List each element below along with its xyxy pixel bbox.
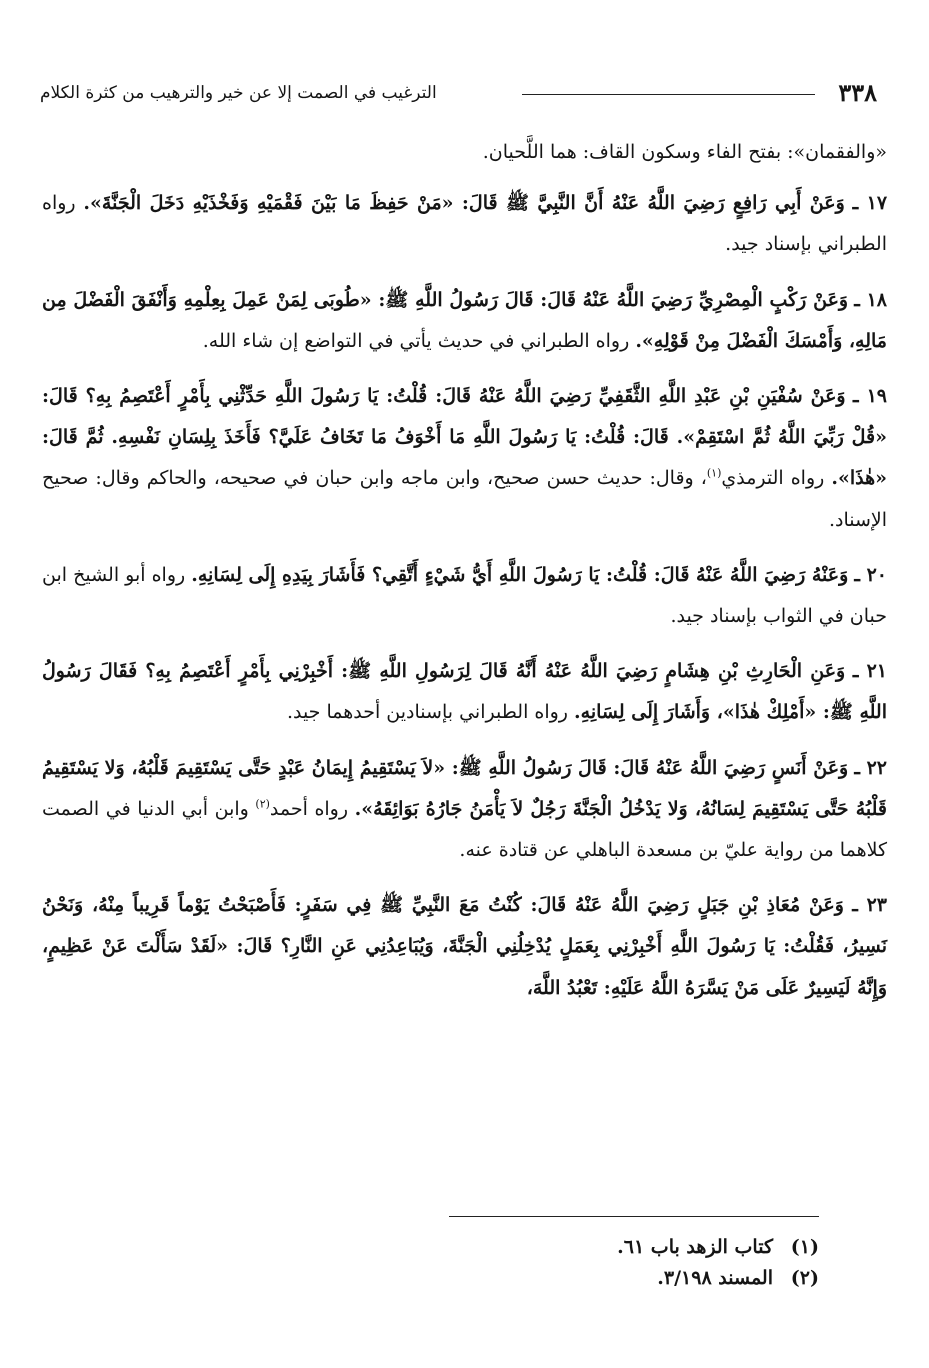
footnote-2 — [110, 1263, 819, 1294]
hadith-text: وَعَنْ مُعَاذِ بْنِ جَبَلٍ رَضِيَ اللَّهُ عَنْهُ قَالَ: كُنْتُ مَعَ النَّبِيِّ ﷺ فِي سَفَرٍ: فَأَصْبَحْتُ يَوْماً قَرِيباً مِنْهُ، وَنَحْنُ نَسِيرُ، فَقُلْتُ: يَا رَسُولَ اللَّهِ أَخْبِرْنِي بِعَمَلٍ يُدْخِلُنِي الْجَنَّةَ، وَيُبَاعِدُنِي عَنِ النَّارِ؟ قَالَ: «لَقَدْ سَأَلْتَ عَنْ عَظِيمٍ، وَإِنَّهُ لَيَسِيرٌ عَلَى مَنْ يَسَّرَهُ اللَّهُ عَلَيْهِ: تَعْبُدُ اللَّهَ، — [42, 894, 887, 999]
hadith-number: ٢١ ـ — [852, 660, 888, 683]
hadith-19 — [42, 376, 887, 541]
page-number: ٣٣٨ — [838, 78, 877, 107]
gloss-text: «والفقمان»: بفتح الفاء وسكون القاف: هما اللَّحيان. — [482, 141, 887, 163]
hadith-text: وَعَنْ أَبِي رَافِعٍ رَضِيَ اللَّهُ عَنْهُ أَنَّ النَّبِيَّ ﷺ قَالَ: «مَنْ حَفِظَ مَا بَيْنَ فَقْمَيْهِ وَفَخْذَيْهِ دَخَلَ الْجَنَّةَ». — [83, 192, 845, 215]
footnote-number: (١) — [790, 1236, 819, 1258]
hadith-text: وَعَنِ الْحَارِثِ بْنِ هِشَامٍ رَضِيَ اللَّهُ عَنْهُ أَنَّهُ قَالَ لِرَسُولِ اللَّهِ ﷺ: أَخْبِرْنِي بِأَمْرٍ أَعْتَصِمُ بِهِ؟ فَقَالَ رَسُولُ اللَّهِ ﷺ: «أَمْلِكْ هٰذَا»، وَأَشَارَ إِلَى لِسَانِهِ. — [42, 660, 887, 724]
running-header — [40, 78, 877, 110]
header-title: الترغيب في الصمت إلا عن خير والترهيب من كثرة الكلام — [40, 83, 437, 103]
hadith-number: ١٨ ـ — [854, 288, 887, 311]
footnote-text: المسند ٣/١٩٨. — [657, 1267, 773, 1289]
hadith-22 — [42, 748, 887, 872]
footnotes — [110, 1232, 819, 1294]
hadith-number: ٢٠ ـ — [854, 563, 887, 586]
paragraph-gloss — [42, 132, 887, 173]
hadith-number: ١٧ ـ — [852, 192, 888, 215]
hadith-20 — [42, 555, 887, 637]
hadith-text: وَعَنْهُ رَضِيَ اللَّهُ عَنْهُ قَالَ: قُلْتُ: يَا رَسُولَ اللَّهِ أَيُّ شَيْءٍ أَتَّقِي؟ فَأَشَارَ بِيَدِهِ إِلَى لِسَانِهِ. — [191, 563, 849, 586]
footnote-rule — [449, 1216, 819, 1217]
hadith-18 — [42, 280, 887, 362]
hadith-source: رواه الترمذي — [721, 467, 832, 490]
hadith-source: رواه الطبراني في حديث يأتي في التواضع إن شاء الله. — [202, 329, 636, 352]
footnote-1 — [110, 1232, 819, 1263]
hadith-source-cont: ، وقال: حديث حسن صحيح، وابن ماجه وابن حبان في صحيحه، والحاكم وقال: صحيح الإسناد. — [42, 467, 887, 531]
hadith-number: ٢٣ ـ — [852, 894, 888, 917]
hadith-number: ٢٢ ـ — [854, 756, 887, 779]
body-text — [42, 132, 887, 1023]
footnote-marker: (١) — [706, 467, 722, 481]
hadith-text: وَعَنْ رَكْبٍ الْمِصْرِيِّ رَضِيَ اللَّهُ عَنْهُ قَالَ: قَالَ رَسُولُ اللَّهِ ﷺ: «طُوبَى لِمَنْ عَمِلَ بِعِلْمِهِ وَأَنْفَقَ الْفَضْلَ مِن مَالِهِ، وَأَمْسَكَ الْفَضْلَ مِنْ قَوْلِهِ». — [42, 288, 887, 352]
hadith-17 — [42, 183, 887, 265]
hadith-number: ١٩ ـ — [853, 385, 887, 408]
hadith-source: رواه أحمد — [269, 797, 355, 820]
hadith-source: رواه الطبراني بإسنادين أحدهما جيد. — [286, 701, 575, 724]
hadith-text: وَعَنْ سُفْيَنِ بْنِ عَبْدِ اللَّهِ الثَّقَفِيِّ رَضِيَ اللَّهُ عَنْهُ قَالَ: قُلْتُ: يَا رَسُولَ اللَّهِ حَدِّثْنِي بِأَمْرٍ أَعْتَصِمُ بِهِ؟ قَالَ: «قُلْ رَبِّيَ اللَّهُ ثُمَّ اسْتَقِمْ». قَالَ: قُلْتُ: يَا رَسُولَ اللَّهِ مَا أَخْوَفُ مَا تَخَافُ عَلَيَّ؟ فَأَخَذَ بِلِسَانِ نَفْسِهِ. ثُمَّ قَالَ: «هٰذَا». — [42, 385, 887, 490]
footnote-number: (٢) — [790, 1267, 819, 1289]
footnote-text: كتاب الزهد باب ٦١. — [617, 1236, 773, 1258]
hadith-source: رواه أبو الشيخ ابن حبان في الثواب بإسناد جيد. — [42, 563, 887, 628]
footnote-marker: (٢) — [255, 797, 270, 811]
hadith-text: وَعَنْ أَنَسٍ رَضِيَ اللَّهُ عَنْهُ قَالَ: قَالَ رَسُولُ اللَّهِ ﷺ: «لاَ يَسْتَقِيمُ إِيمَانُ عَبْدٍ حَتَّى يَسْتَقِيمَ قَلْبُهُ، وَلا يَسْتَقِيمُ قَلْبُهُ حَتَّى يَسْتَقِيمَ لِسَانُهُ، وَلا يَدْخُلُ الْجَنَّةَ رَجُلٌ لاَ يَأْمَنُ جَارُهُ بَوَائِقَهُ». — [42, 756, 887, 820]
hadith-23 — [42, 885, 887, 1009]
hadith-source: رواه الطبراني بإسناد جيد. — [42, 192, 887, 256]
hadith-21 — [42, 651, 887, 733]
hadith-source-cont: وابن أبي الدنيا في الصمت كلاهما من رواية عليّ بن مسعدة الباهلي عن قتادة عنه. — [42, 797, 887, 862]
header-rule — [522, 94, 815, 95]
